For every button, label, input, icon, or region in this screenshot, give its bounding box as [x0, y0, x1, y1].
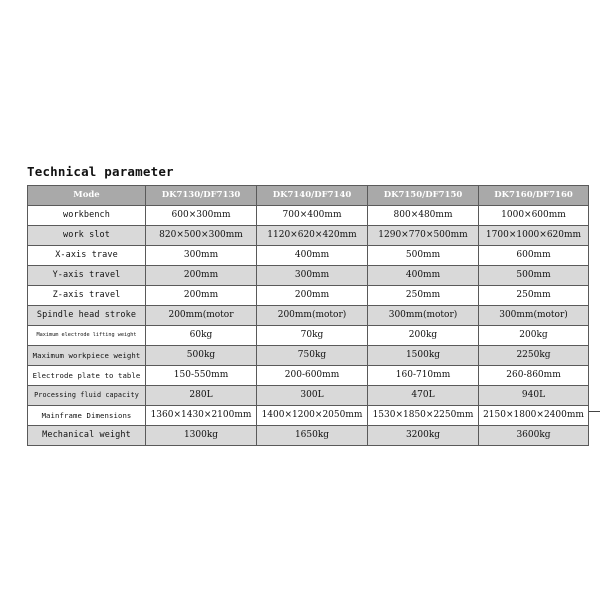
- table-cell: 200kg: [368, 326, 479, 346]
- table-cell: 940L: [479, 386, 589, 406]
- table-cell: 1650kg: [257, 426, 368, 446]
- table-cell: 200mm(motor): [257, 306, 368, 326]
- table-cell: 200-600mm: [257, 366, 368, 386]
- table-cell: 260-860mm: [479, 366, 589, 386]
- table-cell: 1000×600mm: [479, 206, 589, 226]
- column-header-model-4: DK7160/DF7160: [479, 186, 589, 206]
- table-cell: 600×300mm: [146, 206, 257, 226]
- table-row: [28, 326, 589, 346]
- row-label: work slot: [28, 226, 146, 246]
- table-row: [28, 246, 589, 266]
- table-cell: 300L: [257, 386, 368, 406]
- row-label: Maximum electrode lifting weight: [28, 326, 146, 346]
- table-cell: 500mm: [479, 266, 589, 286]
- table-row: [28, 206, 589, 226]
- table-row: [28, 266, 589, 286]
- table-cell: 1400×1200×2050mm: [257, 406, 368, 426]
- page-title: Technical parameter: [27, 164, 174, 179]
- table-row: [28, 426, 589, 446]
- column-header-model-1: DK7130/DF7130: [146, 186, 257, 206]
- table-cell: 1120×620×420mm: [257, 226, 368, 246]
- row-label: Z-axis travel: [28, 286, 146, 306]
- table-cell: 500mm: [368, 246, 479, 266]
- column-header-model-3: DK7150/DF7150: [368, 186, 479, 206]
- row-label: Electrode plate to table: [28, 366, 146, 386]
- row-label: Spindle head stroke: [28, 306, 146, 326]
- table-cell: 280L: [146, 386, 257, 406]
- table-cell: 1300kg: [146, 426, 257, 446]
- table-cell: 1530×1850×2250mm: [368, 406, 479, 426]
- table-cell: 400mm: [368, 266, 479, 286]
- table-row: [28, 346, 589, 366]
- table-cell: 200mm: [257, 286, 368, 306]
- row-label: Processing fluid capacity: [28, 386, 146, 406]
- table-cell: 60kg: [146, 326, 257, 346]
- table-cell: 820×500×300mm: [146, 226, 257, 246]
- table-row: [28, 406, 589, 426]
- technical-parameter-table: [27, 185, 589, 446]
- table-cell: 800×480mm: [368, 206, 479, 226]
- table-row: [28, 226, 589, 246]
- table-cell: 200mm: [146, 286, 257, 306]
- table-row: [28, 286, 589, 306]
- table-cell: 470L: [368, 386, 479, 406]
- row-label: Maximum workpiece weight: [28, 346, 146, 366]
- table-row: [28, 386, 589, 406]
- divider-line: [589, 411, 600, 412]
- table-header-row: [28, 186, 589, 206]
- column-header-mode: Mode: [28, 186, 146, 206]
- row-label: Mechanical weight: [28, 426, 146, 446]
- table-row: [28, 366, 589, 386]
- table-cell: 600mm: [479, 246, 589, 266]
- table-cell: 2250kg: [479, 346, 589, 366]
- row-label: X-axis trave: [28, 246, 146, 266]
- table-cell: 160-710mm: [368, 366, 479, 386]
- table-cell: 200mm: [146, 266, 257, 286]
- table-cell: 300mm(motor): [368, 306, 479, 326]
- row-label: Mainframe Dimensions: [28, 406, 146, 426]
- table-cell: 1700×1000×620mm: [479, 226, 589, 246]
- table-cell: 1500kg: [368, 346, 479, 366]
- table-cell: 200mm(motor: [146, 306, 257, 326]
- table-cell: 300mm(motor): [479, 306, 589, 326]
- table-cell: 200kg: [479, 326, 589, 346]
- table-cell: 300mm: [146, 246, 257, 266]
- table-cell: 500kg: [146, 346, 257, 366]
- table-cell: 400mm: [257, 246, 368, 266]
- table-cell: 2150×1800×2400mm: [479, 406, 589, 426]
- table-row: [28, 306, 589, 326]
- table-cell: 150-550mm: [146, 366, 257, 386]
- column-header-model-2: DK7140/DF7140: [257, 186, 368, 206]
- table-cell: 3200kg: [368, 426, 479, 446]
- table-cell: 1290×770×500mm: [368, 226, 479, 246]
- table-cell: 3600kg: [479, 426, 589, 446]
- table-cell: 750kg: [257, 346, 368, 366]
- table-cell: 1360×1430×2100mm: [146, 406, 257, 426]
- table-cell: 250mm: [479, 286, 589, 306]
- row-label: workbench: [28, 206, 146, 226]
- row-label: Y-axis travel: [28, 266, 146, 286]
- table-cell: 700×400mm: [257, 206, 368, 226]
- table-cell: 70kg: [257, 326, 368, 346]
- table-cell: 250mm: [368, 286, 479, 306]
- table-cell: 300mm: [257, 266, 368, 286]
